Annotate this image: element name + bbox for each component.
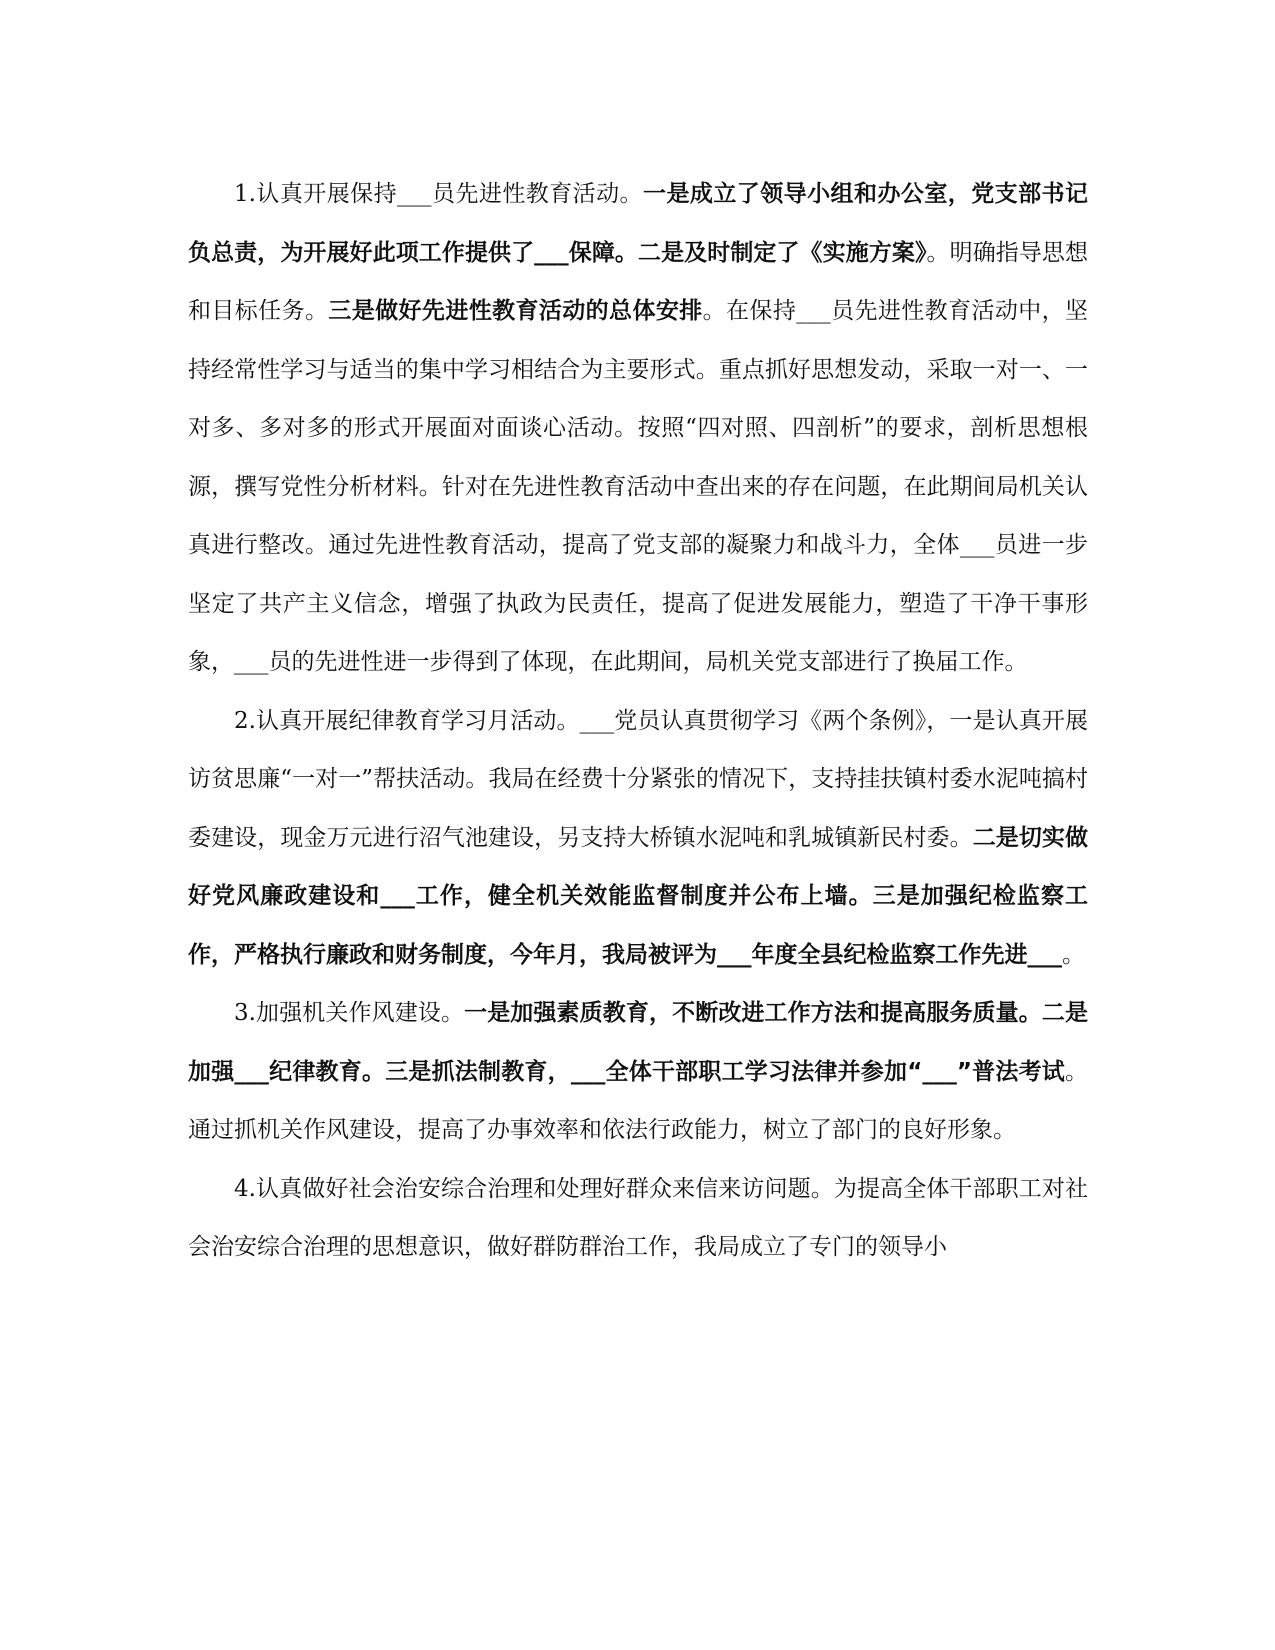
paragraph-1-bold-2: 三是做好先进性教育活动的总体安排 (328, 298, 703, 324)
paragraph-1-text-1: 1.认真开展保持___员先进性教育活动。 (234, 181, 643, 207)
paragraph-2-text-1: 2.认真开展纪律教育学习月活动。___党员认真贯彻学习《两个条例》，一是认真开展访贫思廉“一对一”帮扶活动。我局在经费十分紧张的情况下，支持挂扶镇村委水泥吨搞村委建设，现金万元进行沼气池建设，另支持大桥镇水泥吨和乳城镇新民村委。 (188, 707, 1088, 851)
document-page (188, 165, 1088, 1277)
paragraph-3-text-2: 。通过抓机关作风建设，提高了办事效率和依法行政能力，树立了部门的良好形象。 (188, 1058, 1088, 1143)
paragraph-4 (188, 1160, 1088, 1277)
paragraph-3 (188, 984, 1088, 1160)
paragraph-1 (188, 165, 1088, 692)
paragraph-3-bold-1: 一是加强素质教育，不断改进工作方法和提高服务质量。二是加强___纪律教育。三是抓法制教育，___全体干部职工学习法律并参加“___”普法考试 (188, 1000, 1089, 1085)
paragraph-3-text-1: 3.加强机关作风建设。 (234, 1000, 465, 1026)
paragraph-1-text-2: 。明确指导思想和目标任务。 (188, 239, 1089, 324)
paragraph-1-text-3: 。在保持___员先进性教育活动中，坚持经常性学习与适当的集中学习相结合为主要形式。重点抓好思想发动，采取一对一、一对多、多对多的形式开展面对面谈心活动。按照“四对照、四剖析”的要求，剖析思想根源，撰写党性分析材料。针对在先进性教育活动中查出来的存在问题，在此期间局机关认真进行整改。通过先进性教育活动，提高了党支部的凝聚力和战斗力，全体___员进一步坚定了共产主义信念，增强了执政为民责任，提高了促进发展能力，塑造了干净干事形象，___员的先进性进一步得到了体现，在此期间，局机关党支部进行了换届工作。 (188, 298, 1089, 675)
paragraph-4-text-1: 4.认真做好社会治安综合治理和处理好群众来信来访问题。为提高全体干部职工对社会治安综合治理的思想意识，做好群防群治工作，我局成立了专门的领导小 (188, 1175, 1088, 1260)
paragraph-2-text-2: 。 (1062, 941, 1085, 968)
paragraph-1-bold-1: 一是成立了领导小组和办公室，党支部书记负总责，为开展好此项工作提供了___保障。二是及时制定了《实施方案》 (188, 181, 1088, 266)
paragraph-2-bold-1: 二是切实做好党风廉政建设和___工作，健全机关效能监督制度并公布上墙。三是加强纪检监察工作，严格执行廉政和财务制度，今年月，我局被评为___年度全县纪检监察工作先进___ (188, 824, 1089, 968)
paragraph-2 (188, 692, 1088, 985)
